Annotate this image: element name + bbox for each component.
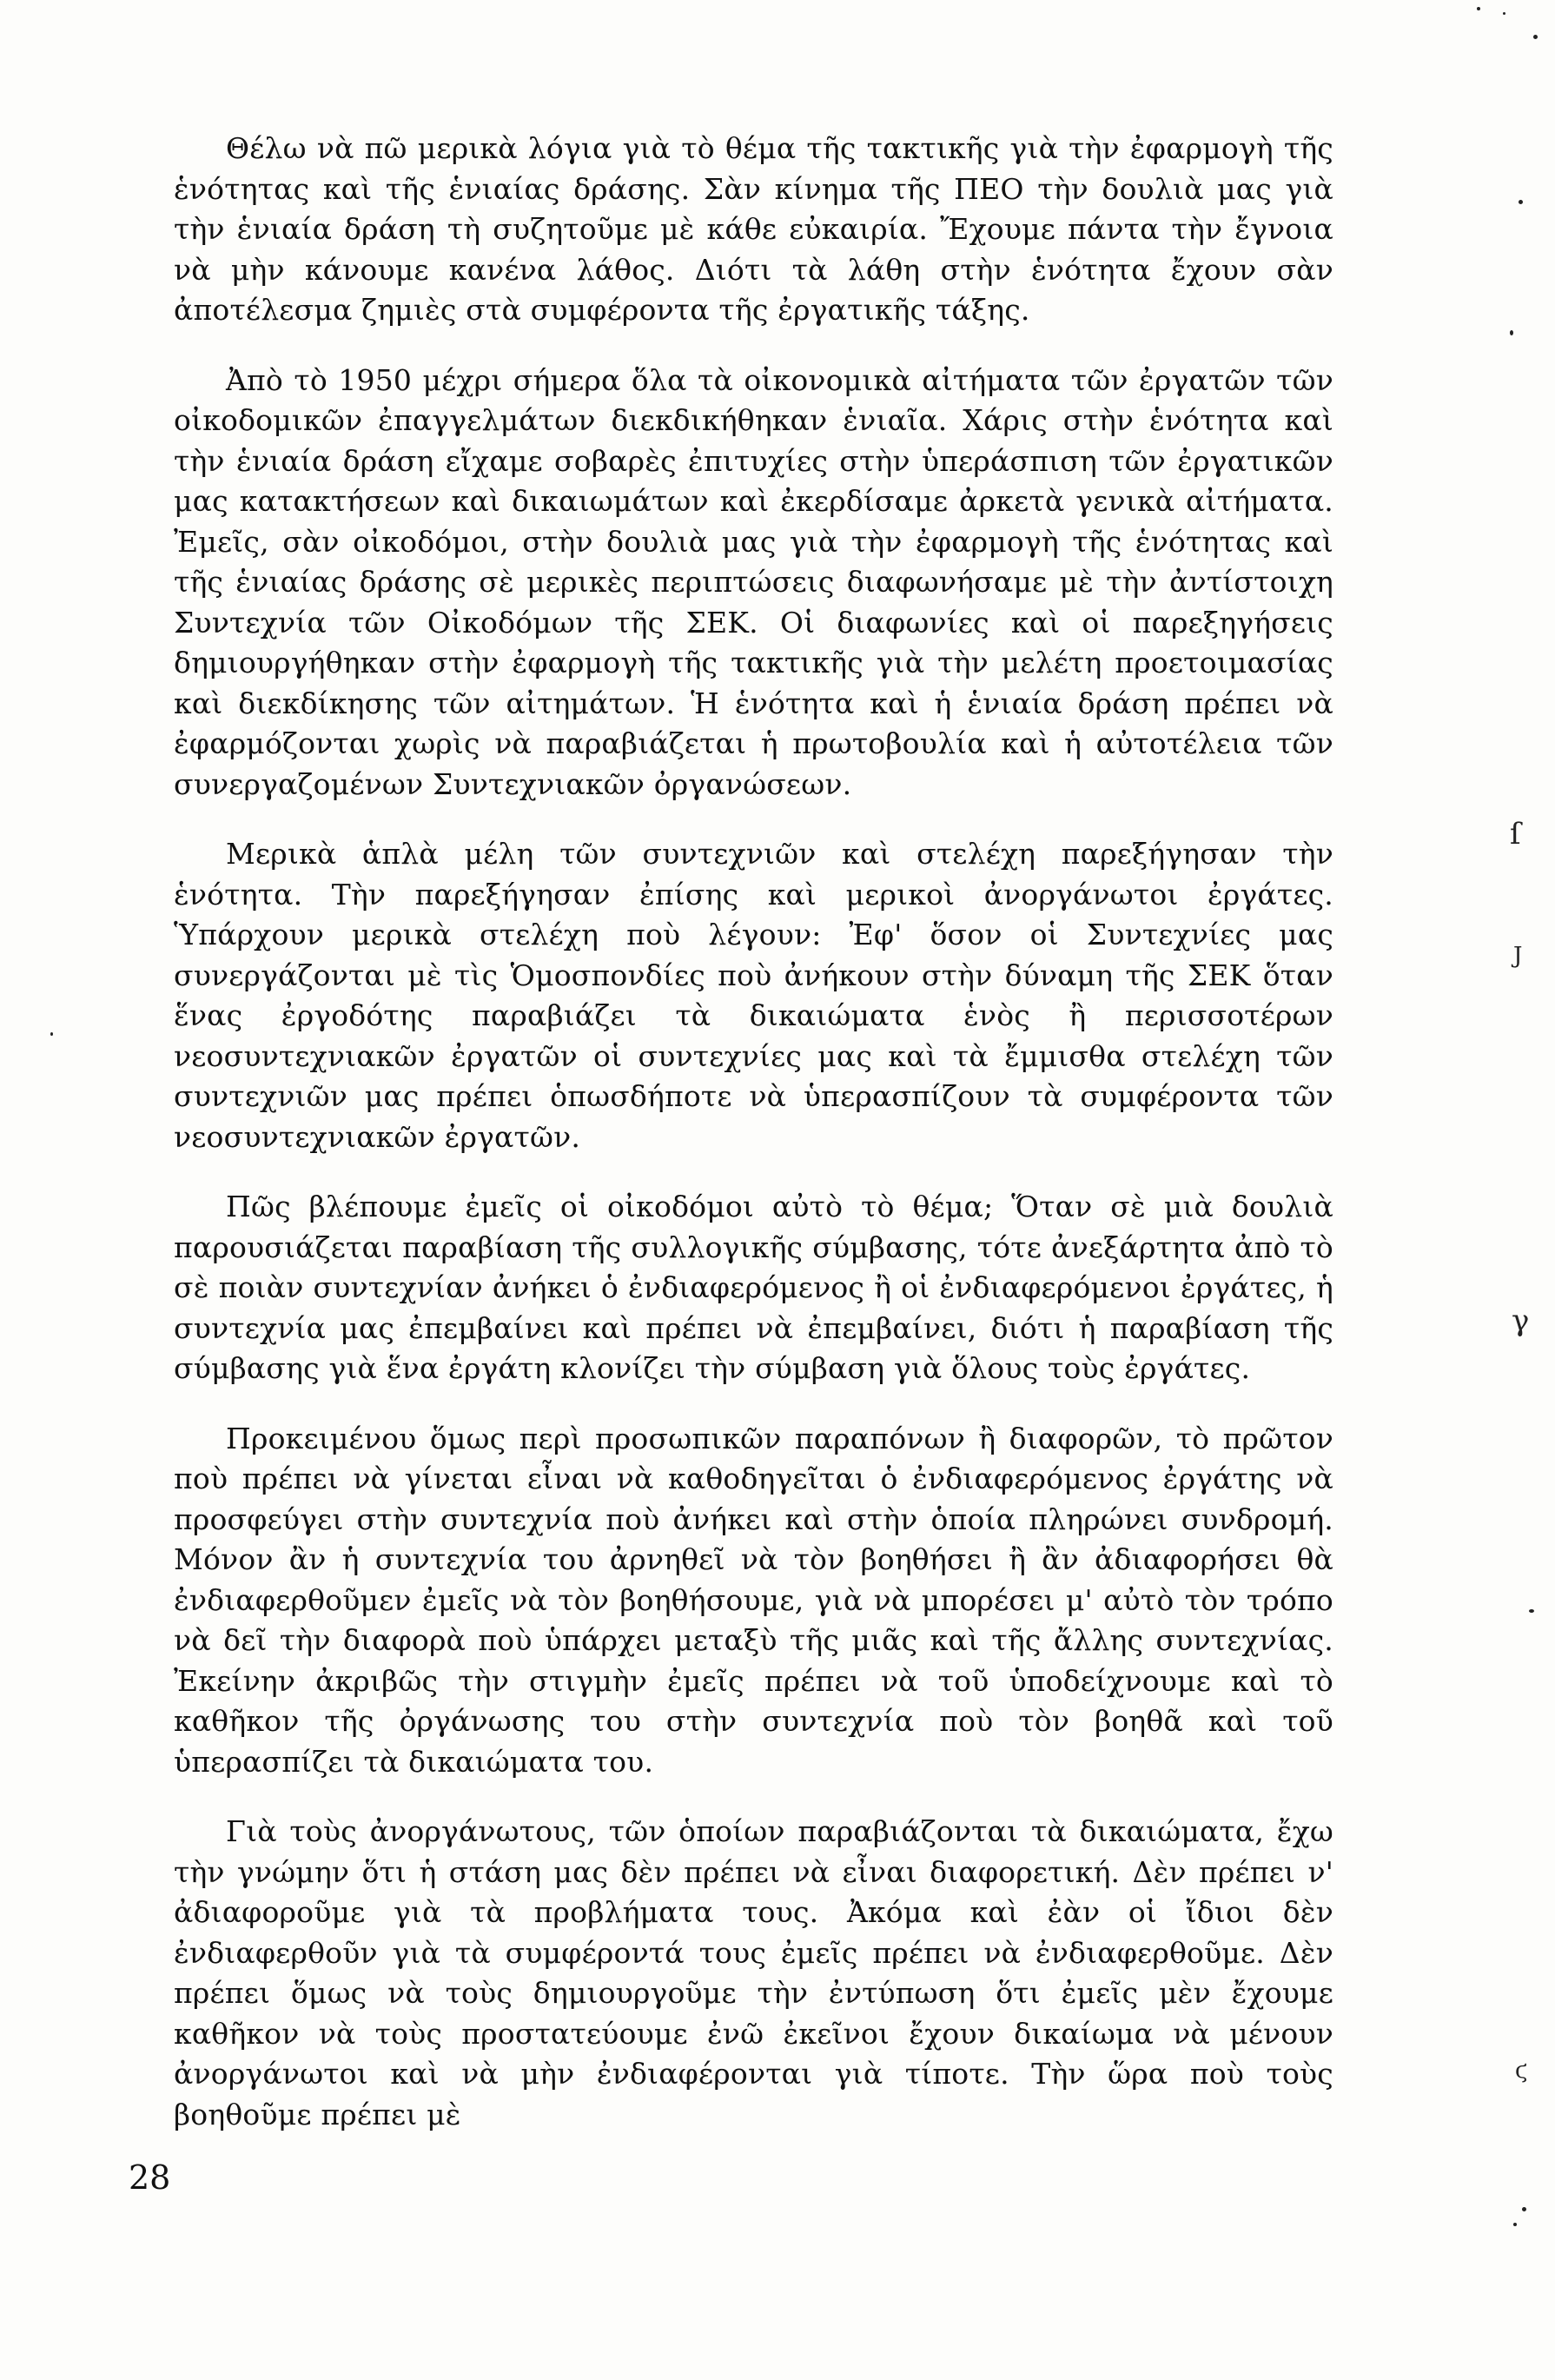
- scan-speck: [1510, 330, 1513, 335]
- paragraph-2: Ἀπὸ τὸ 1950 μέχρι σήμερα ὅλα τὰ οἰκονομικὰ αἰτήματα τῶν ἐργατῶν τῶν οἰκοδομικῶν ἐπαγγελμάτων διεκδικήθηκαν ἑνιαῖα. Χάρις στὴν ἑνότητα καὶ τὴν ἑνιαία δράση εἴχαμε σοβαρὲς ἐπιτυχίες στὴν ὑπεράσπιση τῶν ἐργατικῶν μας κατακτήσεων καὶ δικαιωμάτων καὶ ἐκερδίσαμε ἀρκετὰ γενικὰ αἰτήματα. Ἐμεῖς, σὰν οἰκοδόμοι, στὴν δουλιὰ μας γιὰ τὴν ἐφαρμογὴ τῆς ἑνότητας καὶ τῆς ἑνιαίας δράσης σὲ μερικὲς περιπτώσεις διαφωνήσαμε μὲ τὴν ἀντίστοιχη Συντεχνία τῶν Οἰκοδόμων τῆς ΣΕΚ. Οἱ διαφωνίες καὶ οἱ παρεξηγήσεις δημιουργήθηκαν στὴν ἐφαρμογὴ τῆς τακτικῆς γιὰ τὴν μελέτη προετοιμασίας καὶ διεκδίκησης τῶν αἰτημάτων. Ἡ ἑνότητα καὶ ἡ ἑνιαία δράση πρέπει νὰ ἐφαρμόζονται χωρὶς νὰ παραβιάζεται ἡ πρωτοβουλία καὶ ἡ αὐτοτέλεια τῶν συνεργαζομένων Συντεχνιακῶν ὀργανώσεων.: [174, 362, 1333, 801]
- margin-mark: ϛ: [1515, 2058, 1528, 2084]
- margin-mark: ſ: [1510, 817, 1521, 852]
- scan-speck: [1522, 2207, 1526, 2211]
- page-number: 28: [129, 2158, 171, 2197]
- scan-speck: [1503, 12, 1505, 15]
- scan-speck: [1477, 7, 1480, 10]
- scan-speck: [1519, 200, 1523, 204]
- paragraph-1: Θέλω νὰ πῶ μερικὰ λόγια γιὰ τὸ θέμα τῆς τακτικῆς γιὰ τὴν ἐφαρμογὴ τῆς ἑνότητας καὶ τῆς ἑνιαίας δράσης. Σὰν κίνημα τῆς ΠΕΟ τὴν δουλιὰ μας γιὰ τὴν ἑνιαία δράση τὴ συζητοῦμε μὲ κάθε εὐκαιρία. Ἔχουμε πάντα τὴν ἔγνοια νὰ μὴν κάνουμε κανένα λάθος. Διότι τὰ λάθη στὴν ἑνότητα ἔχουν σὰν ἀποτέλεσμα ζημιὲς στὰ συμφέροντα τῆς ἐργατικῆς τάξης.: [174, 131, 1333, 327]
- scan-speck: [1529, 1609, 1534, 1613]
- scan-speck: [1533, 35, 1538, 39]
- paragraph-6: Γιὰ τοὺς ἀνοργάνωτους, τῶν ὁποίων παραβιάζονται τὰ δικαιώματα, ἔχω τὴν γνώμην ὅτι ἡ στάση μας δὲν πρέπει νὰ εἶναι διαφορετική. Δὲν πρέπει ν' ἀδιαφοροῦμε γιὰ τὰ προβλήματα τους. Ἀκόμα καὶ ἐὰν οἱ ἴδιοι δὲν ἐνδιαφερθοῦν γιὰ τὰ συμφέροντά τους ἐμεῖς πρέπει νὰ ἐνδιαφερθοῦμε. Δὲν πρέπει ὅμως νὰ τοὺς δημιουργοῦμε τὴν ἐντύπωση ὅτι ἐμεῖς μὲν ἔχουμε καθῆκον νὰ τοὺς προστατεύουμε ἐνῶ ἐκεῖνοι ἔχουν δικαίωμα νὰ μένουν ἀνοργάνωτοι καὶ νὰ μὴν ἐνδιαφέρονται γιὰ τίποτε. Τὴν ὥρα ποὺ τοὺς βοηθοῦμε πρέπει μὲ: [174, 1814, 1333, 2131]
- margin-mark: J: [1513, 943, 1523, 969]
- scan-speck: [50, 1032, 53, 1036]
- paragraph-5: Προκειμένου ὅμως περὶ προσωπικῶν παραπόνων ἢ διαφορῶν, τὸ πρῶτον ποὺ πρέπει νὰ γίνεται εἶναι νὰ καθοδηγεῖται ὁ ἐνδιαφερόμενος ἐργάτης νὰ προσφεύγει στὴν συντεχνία ποὺ ἀνήκει καὶ στὴν ὁποία πληρώνει συνδρομή. Μόνον ἂν ἡ συντεχνία του ἀρνηθεῖ νὰ τὸν βοηθήσει ἢ ἂν ἀδιαφορήσει θὰ ἐνδιαφερθοῦμεν ἐμεῖς νὰ τὸν βοηθήσουμε, γιὰ νὰ μπορέσει μ' αὐτὸ τὸν τρόπο νὰ δεῖ τὴν διαφορὰ ποὺ ὑπάρχει μεταξὺ τῆς μιᾶς καὶ τῆς ἄλλης συντεχνίας. Ἐκείνην ἀκριβῶς τὴν στιγμὴν ἐμεῖς πρέπει νὰ τοῦ ὑποδείχνουμε καὶ τὸ καθῆκον τῆς ὀργάνωσης του στὴν συντεχνία ποὺ τὸν βοηθᾶ καὶ τοῦ ὑπερασπίζει τὰ δικαιώματα του.: [174, 1421, 1333, 1779]
- scan-speck: [1513, 2223, 1517, 2226]
- paragraph-3: Μερικὰ ἁπλὰ μέλη τῶν συντεχνιῶν καὶ στελέχη παρεξήγησαν τὴν ἑνότητα. Τὴν παρεξήγησαν ἐπίσης καὶ μερικοὶ ἀνοργάνωτοι ἐργάτες. Ὑπάρχουν μερικὰ στελέχη ποὺ λέγουν: Ἐφ' ὅσον οἱ Συντεχνίες μας συνεργάζονται μὲ τὶς Ὁμοσπονδίες ποὺ ἀνήκουν στὴν δύναμη τῆς ΣΕΚ ὅταν ἕνας ἐργοδότης παραβιάζει τὰ δικαιώματα ἑνὸς ἢ περισσοτέρων νεοσυντεχνιακῶν ἐργατῶν οἱ συντεχνίες μας καὶ τὰ ἔμμισθα στελέχη τῶν συντεχνιῶν μας πρέπει ὁπωσδήποτε νὰ ὑπερασπίζουν τὰ συμφέροντα τῶν νεοσυντεχνιακῶν ἐργατῶν.: [174, 837, 1333, 1154]
- margin-mark: γ: [1512, 1303, 1530, 1338]
- paragraph-4: Πῶς βλέπουμε ἐμεῖς οἱ οἰκοδόμοι αὐτὸ τὸ θέμα; Ὅταν σὲ μιὰ δουλιὰ παρουσιάζεται παραβίαση τῆς συλλογικῆς σύμβασης, τότε ἀνεξάρτητα ἀπὸ τὸ σὲ ποιὰν συντεχνίαν ἀνήκει ὁ ἐνδιαφερόμενος ἢ οἱ ἐνδιαφερόμενοι ἐργάτες, ἡ συντεχνία μας ἐπεμβαίνει καὶ πρέπει νὰ ἐπεμβαίνει, διότι ἡ παραβίαση τῆς σύμβασης γιὰ ἕνα ἐργάτη κλονίζει τὴν σύμβαση γιὰ ὅλους τοὺς ἐργάτες.: [174, 1190, 1333, 1385]
- body-text: [174, 129, 1333, 2135]
